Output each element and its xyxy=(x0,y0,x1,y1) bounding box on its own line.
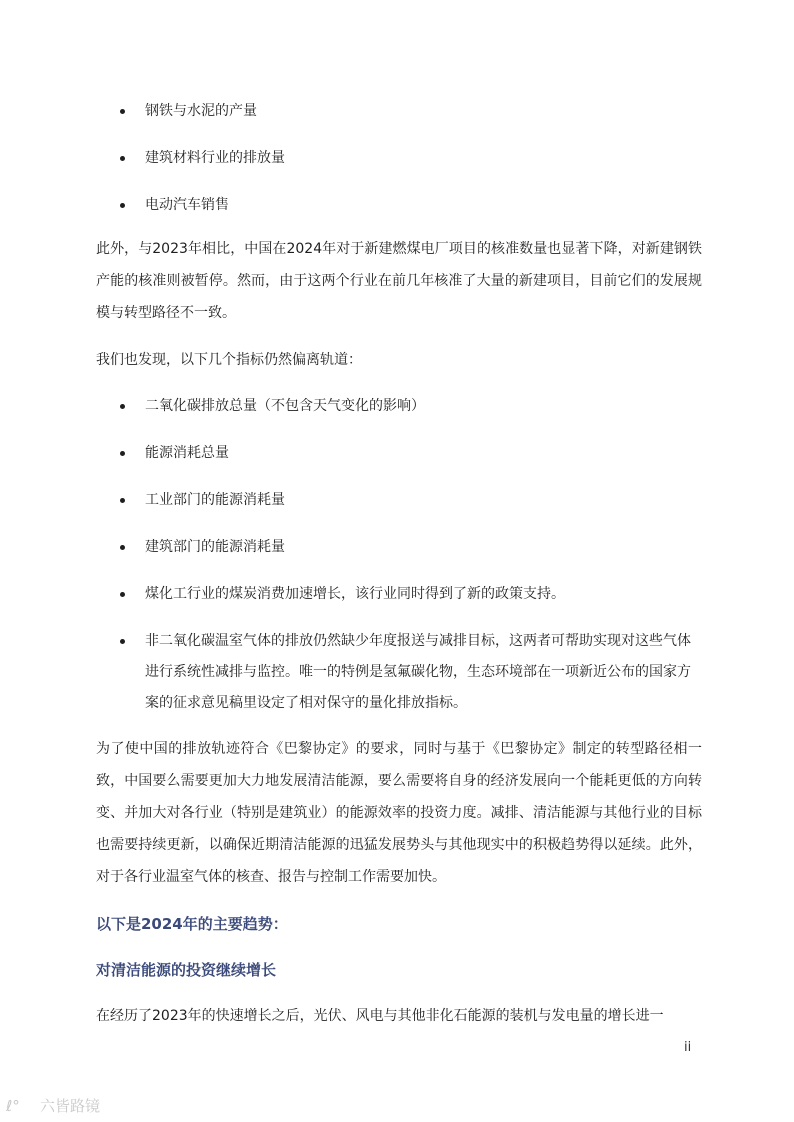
list-item-text: 电动汽车销售 xyxy=(145,197,229,213)
bullet-dot xyxy=(120,404,125,409)
list-item xyxy=(96,438,702,469)
watermark-text: 六皆路镜 xyxy=(40,1096,101,1115)
bullet-list-off-track xyxy=(96,391,702,719)
paragraph-paris-alignment: 为了使中国的排放轨迹符合《巴黎协定》的要求，同时与基于《巴黎协定》制定的转型路径相一致，中国要么需要更加大力地发展清洁能源，要么需要将自身的经济发展向一个能耗更低的方向转变、并加大对各行业（特别是建筑业）的能源效率的投资力度。减排、清洁能源与其他行业的目标也需要持续更新，以确保近期清洁能源的迅猛发展势头与其他现实中的积极趋势得以延续。此外，对于各行业温室气体的核查、报告与控制工作需要加快。 xyxy=(96,741,702,885)
svg-text:ℓ°: ℓ° xyxy=(6,1097,20,1115)
list-item xyxy=(96,626,702,719)
bullet-dot xyxy=(120,203,125,208)
list-item xyxy=(96,485,702,516)
list-item-text: 非二氧化碳温室气体的排放仍然缺少年度报送与减排目标，这两者可帮助实现对这些气体进行系统性减排与监控。唯一的特例是氢氟碳化物，生态环境部在一项新近公布的国家方案的征求意见稿里设定了相对保守的量化排放指标。 xyxy=(145,633,691,711)
list-item xyxy=(96,391,702,422)
paragraph-off-track-intro: 我们也发现，以下几个指标仍然偏离轨道： xyxy=(96,352,362,368)
list-item-text: 钢铁与水泥的产量 xyxy=(145,103,257,119)
bullet-dot xyxy=(120,592,125,597)
watermark xyxy=(6,1094,100,1116)
page-number: ii xyxy=(684,1040,692,1055)
list-item-text: 煤化工行业的煤炭消费加速增长，该行业同时得到了新的政策支持。 xyxy=(145,586,565,602)
list-item xyxy=(96,190,702,221)
bullet-dot xyxy=(120,109,125,114)
bullet-dot xyxy=(120,451,125,456)
list-item xyxy=(96,96,702,127)
list-item xyxy=(96,532,702,563)
list-item-text: 工业部门的能源消耗量 xyxy=(145,492,285,508)
bullet-list-on-track xyxy=(96,96,702,221)
list-item-text: 建筑材料行业的排放量 xyxy=(145,150,285,166)
bullet-dot xyxy=(120,545,125,550)
bullet-dot xyxy=(120,498,125,503)
list-item-text: 能源消耗总量 xyxy=(145,445,229,461)
list-item xyxy=(96,143,702,174)
list-item-text: 二氧化碳排放总量（不包含天气变化的影响） xyxy=(145,398,425,414)
list-item-text: 建筑部门的能源消耗量 xyxy=(145,539,285,555)
bullet-dot xyxy=(120,639,125,644)
paragraph-approvals: 此外，与2023年相比，中国在2024年对于新建燃煤电厂项目的核准数量也显著下降，对新建钢铁产能的核准则被暂停。然而，由于这两个行业在前几年核准了大量的新建项目，目前它们的发展规模与转型路径不一致。 xyxy=(96,241,702,321)
paragraph-clean-energy: 在经历了2023年的快速增长之后，光伏、风电与其他非化石能源的装机与发电量的增长进一 xyxy=(96,1008,664,1024)
bullet-dot xyxy=(120,156,125,161)
list-item xyxy=(96,579,702,610)
section-heading-trends: 以下是2024年的主要趋势： xyxy=(96,915,288,933)
document-page xyxy=(96,96,702,1047)
watermark-logo-icon xyxy=(6,1094,36,1116)
section-heading-clean-energy: 对清洁能源的投资继续增长 xyxy=(96,961,277,979)
